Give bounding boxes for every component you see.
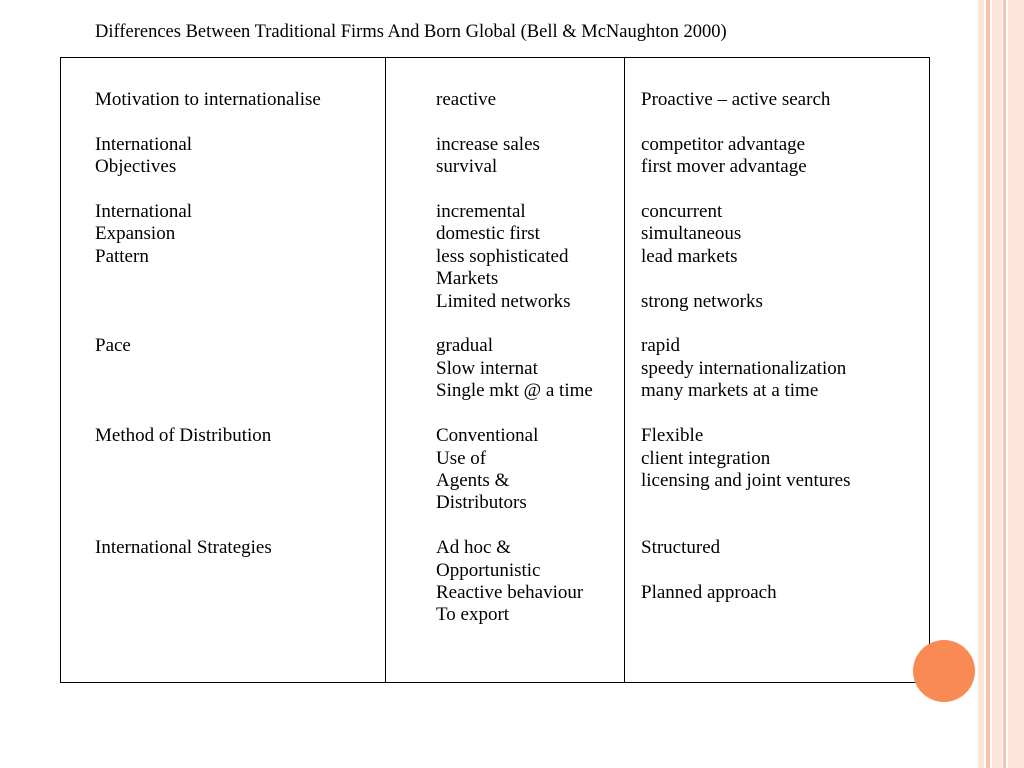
comparison-table (60, 57, 930, 683)
born-global-column: Proactive – active search competitor advantage first mover advantage concurrent simultaneous lead markets strong networks rapid speedy internationalization many markets at a time Flexible client integration licensing and joint ventures Structured Planned approach (641, 89, 851, 603)
decorative-stripe (978, 0, 984, 768)
traditional-firms-column: reactive increase sales survival incremental domestic first less sophisticated Markets Limited networks gradual Slow internat Single mkt @ a time Conventional Use of Agents & Distributors Ad hoc & Opportunistic Reactive behaviour To export (436, 89, 593, 626)
decorative-stripe (992, 0, 1002, 768)
decorative-stripe (986, 0, 990, 768)
column-divider (624, 58, 625, 682)
slide-title: Differences Between Traditional Firms And Born Global (Bell & McNaughton 2000) (95, 22, 727, 42)
decorative-stripe (1008, 0, 1024, 768)
decorative-stripe (1003, 0, 1006, 768)
column-divider (385, 58, 386, 682)
accent-circle (913, 640, 975, 702)
criteria-column: Motivation to internationalise International Objectives International Expansion Pattern Pace Method of Distribution International Strategies (95, 89, 321, 559)
